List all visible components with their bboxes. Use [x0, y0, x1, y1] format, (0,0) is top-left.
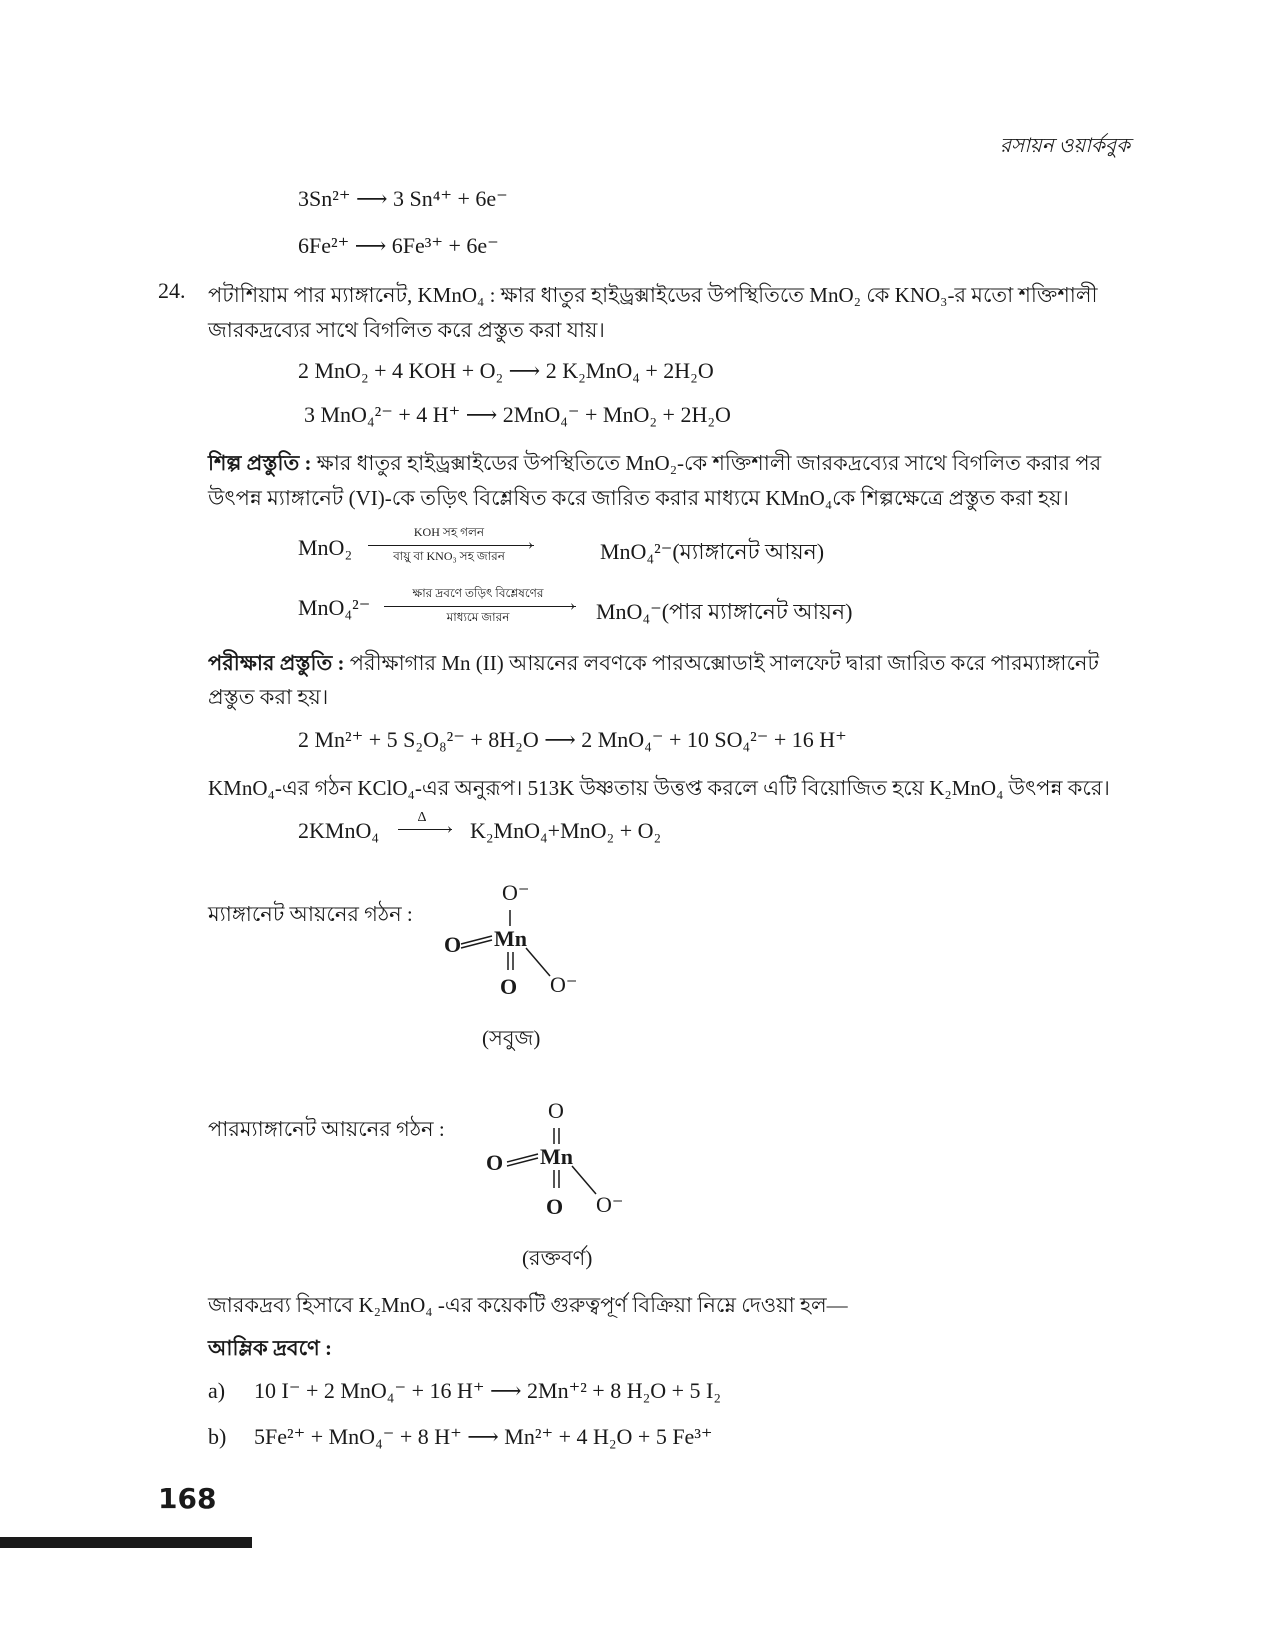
reaction-a-equation: 10 I⁻ + 2 MnO₄⁻ + 16 H⁺ ⟶ 2Mn⁺² + 8 H₂O + 5 I₂ — [254, 1378, 722, 1403]
step2-product: MnO₄⁻(পার ম্যাঙ্গানেট আয়ন) — [596, 599, 853, 624]
decomp-reactant: 2KMnO₄ — [298, 818, 380, 843]
step2-reactant: MnO₄²⁻ — [298, 595, 371, 620]
manganate-atom-bottom: O — [500, 974, 518, 999]
q24-equation-2: 3 MnO₄²⁻ + 4 H⁺ ⟶ 2MnO₄⁻ + MnO₂ + 2H₂O — [304, 402, 731, 427]
permanganate-atom-top: O — [548, 1098, 564, 1123]
step2-arrow-top-label: ক্ষার দ্রবণে তড়িৎ বিশ্লেষণের — [412, 586, 544, 600]
page-number: 168 — [158, 1482, 217, 1515]
step1-arrow: KOH সহ গলন › বায়ু বা KNO₃ সহ জারন — [368, 528, 544, 558]
reaction-b-equation: 5Fe²⁺ + MnO₄⁻ + 8 H⁺ ⟶ Mn²⁺ + 4 H₂O + 5 Fe³⁺ — [254, 1424, 713, 1449]
step1-product: MnO₄²⁻(ম্যাঙ্গানেট আয়ন) — [600, 539, 825, 564]
permanganate-atom-bottom: O — [546, 1194, 564, 1219]
q24-equation-1: 2 MnO₂ + 4 KOH + O₂ ⟶ 2 K₂MnO₄ + 2H₂O — [298, 358, 714, 383]
manganate-color-caption: (সবুজ) — [482, 1026, 541, 1050]
lab-equation: 2 Mn²⁺ + 5 S₂O₈²⁻ + 8H₂O ⟶ 2 MnO₄⁻ + 10 SO₄²⁻ + 16 H⁺ — [298, 727, 847, 752]
decomp-products: K₂MnO₄+MnO₂ + O₂ — [470, 818, 662, 843]
permanganate-color-caption: (রক্তবর্ণ) — [522, 1246, 593, 1270]
manganate-atom-center: Mn — [494, 926, 527, 951]
half-reaction-fe: 6Fe²⁺ ⟶ 6Fe³⁺ + 6e⁻ — [298, 233, 499, 258]
industrial-text: ক্ষার ধাতুর হাইড্রক্সাইডের উপস্থিতিতে MnO₂-কে শক্তিশালী জারকদ্রব্যের সাথে বিগলিত করার পর — [316, 451, 1102, 475]
manganate-atom-top: O⁻ — [502, 880, 530, 905]
permanganate-structure — [482, 1098, 642, 1270]
question-number: 24. — [158, 278, 186, 303]
q24-intro-line1: পটাশিয়াম পার ম্যাঙ্গানেট, KMnO₄ : ক্ষার ধাতুর হাইড্রক্সাইডের উপস্থিতিতে MnO₂ কে KNO₃-র মতো শক্তিশালী — [208, 283, 1098, 307]
lab-text: পরীক্ষাগার Mn (II) আয়নের লবণকে পারঅক্সোডাই সালফেট দ্বারা জারিত করে পারম্যাঙ্গানেট — [349, 651, 1099, 675]
step2-arrow-bottom-label: মাধ্যমে জারন — [446, 610, 510, 624]
manganate-structure — [436, 880, 596, 1050]
half-reaction-sn: 3Sn²⁺ ⟶ 3 Sn⁴⁺ + 6e⁻ — [298, 186, 508, 211]
permanganate-atom-left: O — [486, 1150, 504, 1175]
permanganate-label: পারম্যাঙ্গানেট আয়নের গঠন : — [208, 1117, 445, 1141]
manganate-atom-right: O⁻ — [550, 972, 578, 997]
reaction-b-label: b) — [208, 1424, 227, 1449]
decomp-arrow: Δ › — [398, 812, 460, 836]
lab-line2: প্রস্তুত করা হয়। — [208, 685, 329, 709]
reaction-a-label: a) — [208, 1378, 226, 1403]
manganate-atom-left: O — [444, 932, 462, 957]
q24-intro-line2: জারকদ্রব্যের সাথে বিগলিত করে প্রস্তুত করা যায়। — [208, 318, 605, 342]
step1-reactant: MnO₂ — [298, 535, 353, 560]
oxidant-intro: জারকদ্রব্য হিসাবে K₂MnO₄ -এর কয়েকটি গুরুত্বপূর্ণ বিক্রিয়া নিম্নে দেওয়া হল— — [208, 1293, 848, 1317]
kmno4-structure-line: KMnO₄-এর গঠন KClO₄-এর অনুরূপ। 513K উষ্ণতায় উত্তপ্ত করলে এটি বিয়োজিত হয়ে K₂MnO₄ উৎপন্ন করে। — [208, 776, 1110, 800]
decomp-arrow-label: Δ — [417, 810, 427, 825]
lab-line1 — [208, 647, 1099, 682]
industrial-line2: উৎপন্ন ম্যাঙ্গানেট (VI)-কে তড়িৎ বিশ্লেষিত করে জারিত করার মাধ্যমে KMnO₄কে শিল্পক্ষেত্রে প্রস্তুত করা হয়। — [208, 486, 1069, 510]
industrial-heading: শিল্প প্রস্তুতি : — [208, 451, 312, 475]
permanganate-atom-right: O⁻ — [596, 1192, 624, 1217]
manganate-label: ম্যাঙ্গানেট আয়নের গঠন : — [208, 902, 413, 926]
industrial-line1 — [208, 447, 1101, 482]
footer-rule — [0, 1537, 252, 1548]
step2-arrow: ক্ষার দ্রবণে তড়িৎ বিশ্লেষণের › মাধ্যমে জারন — [384, 589, 586, 619]
step1-arrow-top-label: KOH সহ গলন — [413, 525, 485, 539]
lab-heading: পরীক্ষার প্রস্তুতি : — [208, 651, 345, 675]
acid-solution-heading: আম্লিক দ্রবণে : — [208, 1336, 332, 1360]
running-header: রসায়ন ওয়ার্কবুক — [1000, 135, 1131, 157]
permanganate-atom-center: Mn — [540, 1144, 573, 1169]
step1-arrow-bottom-label: বায়ু বা KNO₃ সহ জারন — [393, 549, 505, 563]
